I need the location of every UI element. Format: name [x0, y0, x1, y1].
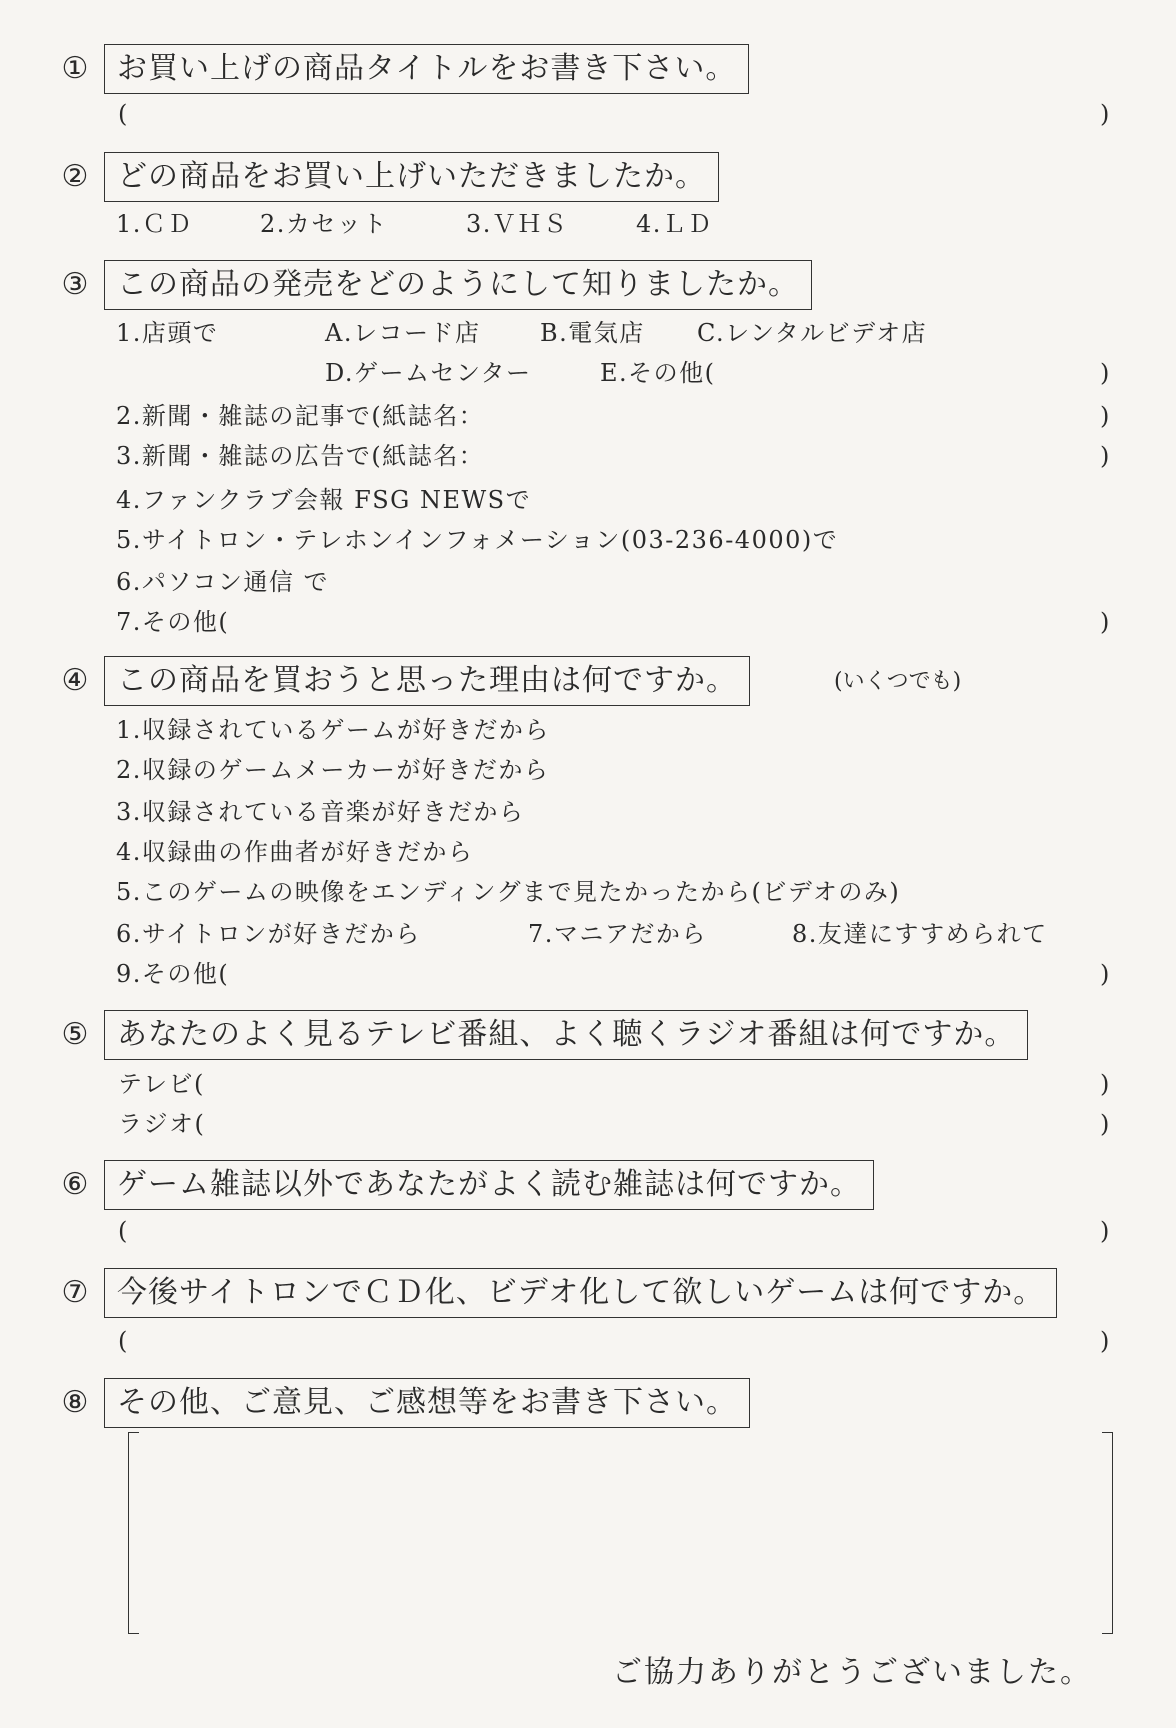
option-reason-4[interactable]: 4.収録曲の作曲者が好きだから [116, 838, 474, 866]
option-reason-3[interactable]: 3.収録されている音楽が好きだから [116, 798, 525, 826]
answer-close-paren: ) [1100, 1327, 1110, 1355]
question-title: どの商品をお買い上げいただきましたか。 [104, 152, 719, 202]
option-store[interactable]: 1.店頭で [116, 319, 219, 347]
option-reason-other[interactable]: 9.その他( [116, 960, 230, 988]
answer-close-paren: ) [1100, 1217, 1110, 1245]
option-newspaper-ad[interactable]: 3.新聞・雑誌の広告で(紙誌名： [116, 442, 485, 470]
option-store-other[interactable]: E.その他( [600, 359, 716, 387]
question-title: あなたのよく見るテレビ番組、よく聴くラジオ番組は何ですか。 [104, 1010, 1028, 1060]
question-title: この商品の発売をどのようにして知りましたか。 [104, 260, 812, 310]
option-pc-network[interactable]: 6.パソコン通信 で [116, 568, 330, 596]
question-number: ⑧ [61, 1385, 89, 1420]
question-title: その他、ご意見、ご感想等をお書き下さい。 [104, 1378, 750, 1428]
radio-field-label[interactable]: ラジオ( [118, 1110, 206, 1138]
option-telephone-info[interactable]: 5.サイトロン・テレホンインフォメーション(03-236-4000)で [116, 526, 839, 554]
option-newspaper-article[interactable]: 2.新聞・雑誌の記事で(紙誌名： [116, 402, 485, 430]
option-vhs[interactable]: 3.ＶＨＳ [466, 210, 569, 238]
option-rental-video-store[interactable]: C.レンタルビデオ店 [697, 319, 928, 347]
option-ld[interactable]: 4.ＬＤ [636, 210, 713, 238]
option-reason-5[interactable]: 5.このゲームの映像をエンディングまで見たかったから(ビデオのみ) [116, 878, 901, 906]
answer-close-paren: ) [1100, 608, 1110, 636]
answer-close-paren: ) [1100, 100, 1110, 128]
answer-close-paren: ) [1100, 359, 1110, 387]
option-game-center[interactable]: D.ゲームセンター [325, 359, 532, 387]
answer-close-paren: ) [1100, 442, 1110, 470]
comment-left-bracket [128, 1432, 139, 1634]
option-other[interactable]: 7.その他( [116, 608, 230, 636]
question-number: ③ [61, 267, 89, 302]
option-electronics-store[interactable]: B.電気店 [540, 319, 645, 347]
question-title: お買い上げの商品タイトルをお書き下さい。 [104, 44, 749, 94]
question-number: ⑤ [61, 1017, 89, 1052]
question-title: この商品を買おうと思った理由は何ですか。 [104, 656, 750, 706]
question-number: ④ [61, 663, 89, 698]
option-record-store[interactable]: A.レコード店 [325, 319, 481, 347]
option-reason-7[interactable]: 7.マニアだから [528, 920, 707, 948]
option-reason-6[interactable]: 6.サイトロンが好きだから [116, 920, 421, 948]
question-number: ① [61, 51, 89, 86]
thank-you-message: ご協力ありがとうございました。 [612, 1655, 1092, 1690]
question-number: ⑥ [61, 1167, 89, 1202]
answer-open-paren[interactable]: ( [118, 1217, 128, 1245]
answer-close-paren: ) [1100, 1070, 1110, 1098]
question-number: ⑦ [61, 1275, 89, 1310]
option-reason-2[interactable]: 2.収録のゲームメーカーが好きだから [116, 756, 550, 784]
option-reason-1[interactable]: 1.収録されているゲームが好きだから [116, 716, 550, 744]
answer-close-paren: ) [1100, 1110, 1110, 1138]
question-note: (いくつでも) [834, 669, 962, 694]
comment-right-bracket [1102, 1432, 1113, 1634]
comment-area[interactable] [128, 1432, 1113, 1635]
question-title: ゲーム雑誌以外であなたがよく読む雑誌は何ですか。 [104, 1160, 874, 1210]
answer-open-paren[interactable]: ( [118, 1327, 128, 1355]
question-title: 今後サイトロンでＣＤ化、ビデオ化して欲しいゲームは何ですか。 [104, 1268, 1057, 1318]
option-cassette[interactable]: 2.カセット [260, 210, 388, 238]
option-reason-8[interactable]: 8.友達にすすめられて [792, 920, 1048, 948]
tv-field-label[interactable]: テレビ( [118, 1070, 205, 1098]
option-cd[interactable]: 1.ＣＤ [116, 210, 193, 238]
answer-close-paren: ) [1100, 402, 1110, 430]
option-fanclub-newsletter[interactable]: 4.ファンクラブ会報 FSG NEWSで [116, 486, 532, 514]
question-number: ② [61, 159, 89, 194]
answer-close-paren: ) [1100, 960, 1110, 988]
answer-open-paren: ( [118, 100, 128, 128]
